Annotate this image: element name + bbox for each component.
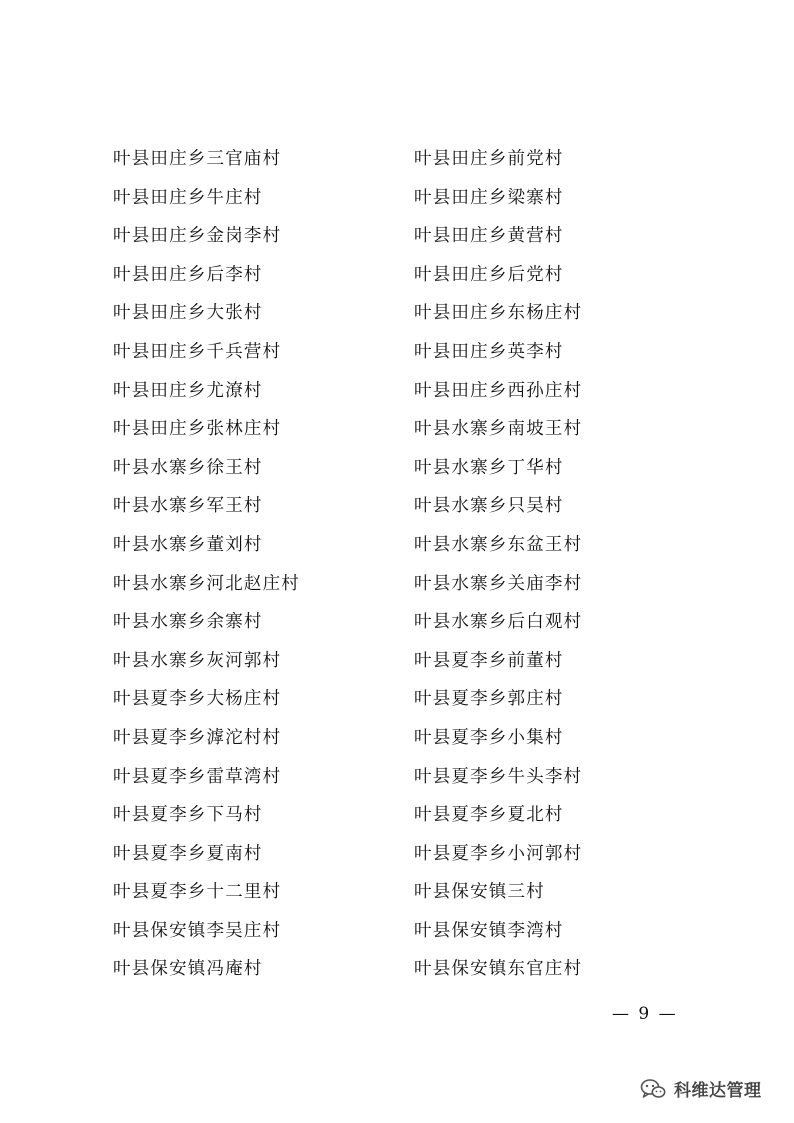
list-item: 叶县田庄乡牛庄村 — [113, 187, 263, 208]
page-number: — 9 — — [612, 1004, 678, 1024]
list-item: 叶县田庄乡三官庙村 — [113, 149, 282, 169]
list-item: 叶县水寨乡灰河郭村 — [113, 650, 282, 671]
list-item: 叶县水寨乡余寨村 — [113, 612, 263, 633]
list-item: 叶县水寨乡南坡王村 — [414, 419, 583, 440]
list-item: 叶县保安镇三村 — [414, 882, 545, 903]
list-item: 叶县夏李乡下马村 — [113, 805, 263, 826]
list-item: 叶县保安镇冯庵村 — [113, 959, 263, 980]
list-item: 叶县田庄乡尤潦村 — [113, 380, 263, 401]
list-item: 叶县夏李乡小河郭村 — [414, 843, 583, 864]
watermark — [640, 1076, 762, 1101]
list-item: 叶县田庄乡张林庄村 — [113, 419, 282, 440]
list-item: 叶县夏李乡夏南村 — [113, 843, 263, 864]
list-item: 叶县田庄乡东杨庄村 — [414, 303, 583, 324]
left-column — [113, 140, 300, 989]
list-item: 叶县水寨乡董刘村 — [113, 534, 263, 555]
right-column — [414, 140, 582, 989]
list-item: 叶县夏李乡大杨庄村 — [113, 689, 282, 710]
list-item: 叶县水寨乡后白观村 — [414, 612, 583, 633]
list-item: 叶县田庄乡前党村 — [414, 149, 564, 169]
list-item: 叶县夏李乡牛头李村 — [414, 766, 583, 787]
watermark-text: 科维达管理 — [674, 1081, 762, 1101]
wechat-icon — [640, 1078, 666, 1100]
list-item: 叶县夏李乡前董村 — [414, 650, 564, 671]
list-item: 叶县田庄乡后李村 — [113, 264, 263, 285]
list-item: 叶县保安镇东官庄村 — [414, 959, 583, 980]
list-item: 叶县水寨乡关庙李村 — [414, 573, 583, 594]
list-item: 叶县水寨乡东盆王村 — [414, 534, 583, 555]
list-item: 叶县夏李乡雷草湾村 — [113, 766, 282, 787]
list-item: 叶县保安镇李湾村 — [414, 920, 564, 941]
list-item: 叶县田庄乡后党村 — [414, 264, 564, 285]
list-item: 叶县水寨乡只吴村 — [414, 496, 564, 517]
list-item: 叶县田庄乡千兵营村 — [113, 341, 282, 362]
list-item: 叶县夏李乡小集村 — [414, 727, 564, 748]
list-item: 叶县水寨乡丁华村 — [414, 457, 564, 478]
list-item: 叶县夏李乡滹沱村村 — [113, 727, 282, 748]
list-item: 叶县保安镇李吴庄村 — [113, 920, 282, 941]
list-item: 叶县田庄乡英李村 — [414, 341, 564, 362]
list-item: 叶县田庄乡西孙庄村 — [414, 380, 583, 401]
list-item: 叶县夏李乡郭庄村 — [414, 689, 564, 710]
list-item: 叶县夏李乡十二里村 — [113, 882, 282, 903]
list-item: 叶县水寨乡河北赵庄村 — [113, 573, 300, 594]
list-item: 叶县田庄乡黄营村 — [414, 226, 564, 247]
list-item: 叶县水寨乡徐王村 — [113, 457, 263, 478]
list-item: 叶县田庄乡金岗李村 — [113, 226, 282, 247]
list-item: 叶县田庄乡大张村 — [113, 303, 263, 324]
list-item: 叶县田庄乡梁寨村 — [414, 187, 564, 208]
list-item: 叶县夏李乡夏北村 — [414, 805, 564, 826]
list-item: 叶县水寨乡军王村 — [113, 496, 263, 517]
